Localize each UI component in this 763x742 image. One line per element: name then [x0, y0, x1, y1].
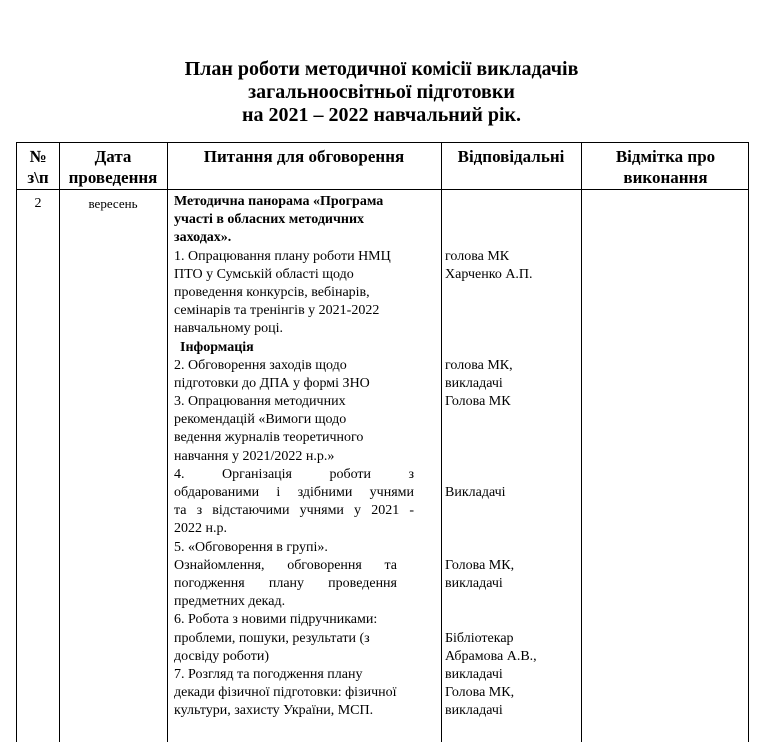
column-divider: [167, 143, 168, 742]
responsible-line: голова МК,: [445, 357, 513, 373]
topic-line: ведення журналів теоретичного: [174, 430, 364, 446]
topic-line: 3. Опрацювання методичних: [174, 394, 346, 410]
topic-line: проведення конкурсів, вебінарів,: [174, 284, 370, 300]
responsible-line: Харченко А.П.: [445, 266, 533, 282]
topic-line: 4. Організація роботи з: [174, 466, 414, 482]
responsible-line: [445, 211, 585, 229]
header-mark-line-1: Відмітка про: [615, 147, 716, 166]
header-number-line-2: з\п: [27, 168, 49, 187]
responsible-line: викладачі: [445, 375, 503, 391]
responsible-line: [445, 448, 585, 466]
header-responsible: Відповідальні: [457, 147, 565, 166]
topic-line: навчальному році.: [174, 321, 283, 337]
responsible-line: [445, 411, 585, 429]
responsible-line: [445, 466, 585, 484]
responsible-line: Голова МК,: [445, 557, 515, 573]
responsible-line: Викладачі: [445, 485, 506, 500]
responsible-line: викладачі: [445, 666, 503, 682]
topic-line: предметних декад.: [174, 594, 286, 610]
title-line-1: План роботи методичної комісії викладачів: [184, 58, 579, 80]
responsible-line: [445, 229, 585, 247]
responsible-line: [445, 520, 585, 538]
topic-line: навчання у 2021/2022 н.р.»: [174, 448, 335, 464]
title-line-2: загальноосвітньої підготовки: [248, 81, 515, 103]
topic-line: проблеми, пошуки, результати (з: [174, 630, 370, 646]
row-number: 2: [34, 196, 42, 211]
topic-line: досвіду роботи): [174, 648, 270, 664]
responsible-line: [445, 539, 585, 557]
topic-line: заходах».: [174, 230, 232, 246]
work-plan-table: [16, 142, 749, 742]
responsible-line: [445, 611, 585, 629]
topic-line: 6. Робота з новими підручниками:: [174, 612, 378, 628]
topic-line: рекомендацій «Вимоги щодо: [174, 412, 347, 428]
topic-line: підготовки до ДПА у формі ЗНО: [174, 375, 370, 391]
responsible-line: викладачі: [445, 575, 503, 591]
responsible-line: викладачі: [445, 703, 503, 719]
responsible-line: [445, 284, 585, 302]
responsible-line: [445, 502, 585, 520]
row-date: вересень: [88, 196, 138, 211]
topic-line: Ознайомлення, обговорення та: [174, 557, 397, 573]
responsible-cell: [445, 193, 585, 720]
topic-line: Інформація: [180, 339, 254, 355]
topic-line: погодження плану проведення: [174, 575, 397, 591]
responsible-line: голова МК: [445, 248, 510, 264]
header-number: [17, 146, 59, 188]
responsible-line: [445, 320, 585, 338]
topic-line: 5. «Обговорення в групі».: [174, 539, 328, 555]
header-mark-line-2: виконання: [623, 168, 708, 187]
header-number-line-1: №: [29, 147, 47, 166]
responsible-line: [445, 339, 585, 357]
topics-cell: [174, 193, 454, 720]
topic-line: та з відстаючими учнями у 2021 -: [174, 503, 414, 519]
responsible-line: Абрамова А.В.,: [445, 648, 537, 664]
responsible-line: [445, 593, 585, 611]
responsible-line: [445, 193, 585, 211]
topic-line: 1. Опрацювання плану роботи НМЦ: [174, 248, 391, 264]
column-divider: [59, 143, 60, 742]
document-title: [0, 58, 763, 127]
header-divider: [17, 189, 748, 190]
header-date-line-2: проведення: [68, 168, 158, 187]
topic-line: 7. Розгляд та погодження плану: [174, 666, 363, 682]
topic-line: участі в обласних методичних: [174, 212, 365, 228]
topic-line: Методична панорама «Програма: [174, 194, 384, 209]
header-date: [59, 146, 167, 188]
title-line-3: на 2021 – 2022 навчальний рік.: [241, 104, 522, 126]
responsible-line: [445, 302, 585, 320]
responsible-line: Голова МК: [445, 394, 511, 410]
topic-line: декади фізичної підготовки: фізичної: [174, 685, 397, 701]
topic-line: обдарованими і здібними учнями: [174, 485, 414, 500]
topic-line: 2. Обговорення заходів щодо: [174, 357, 347, 373]
header-date-line-1: Дата: [94, 147, 132, 166]
topic-line: семінарів та тренінгів у 2021-2022: [174, 303, 380, 319]
responsible-line: [445, 429, 585, 447]
topic-line: 2022 н.р.: [174, 521, 227, 537]
header-topics: Питання для обговорення: [203, 147, 405, 166]
responsible-line: Бібліотекар: [445, 630, 514, 646]
topic-line: ПТО у Сумській області щодо: [174, 266, 354, 282]
responsible-line: Голова МК,: [445, 685, 515, 701]
topic-line: культури, захисту України, МСП.: [174, 703, 374, 719]
header-mark: [581, 146, 749, 188]
